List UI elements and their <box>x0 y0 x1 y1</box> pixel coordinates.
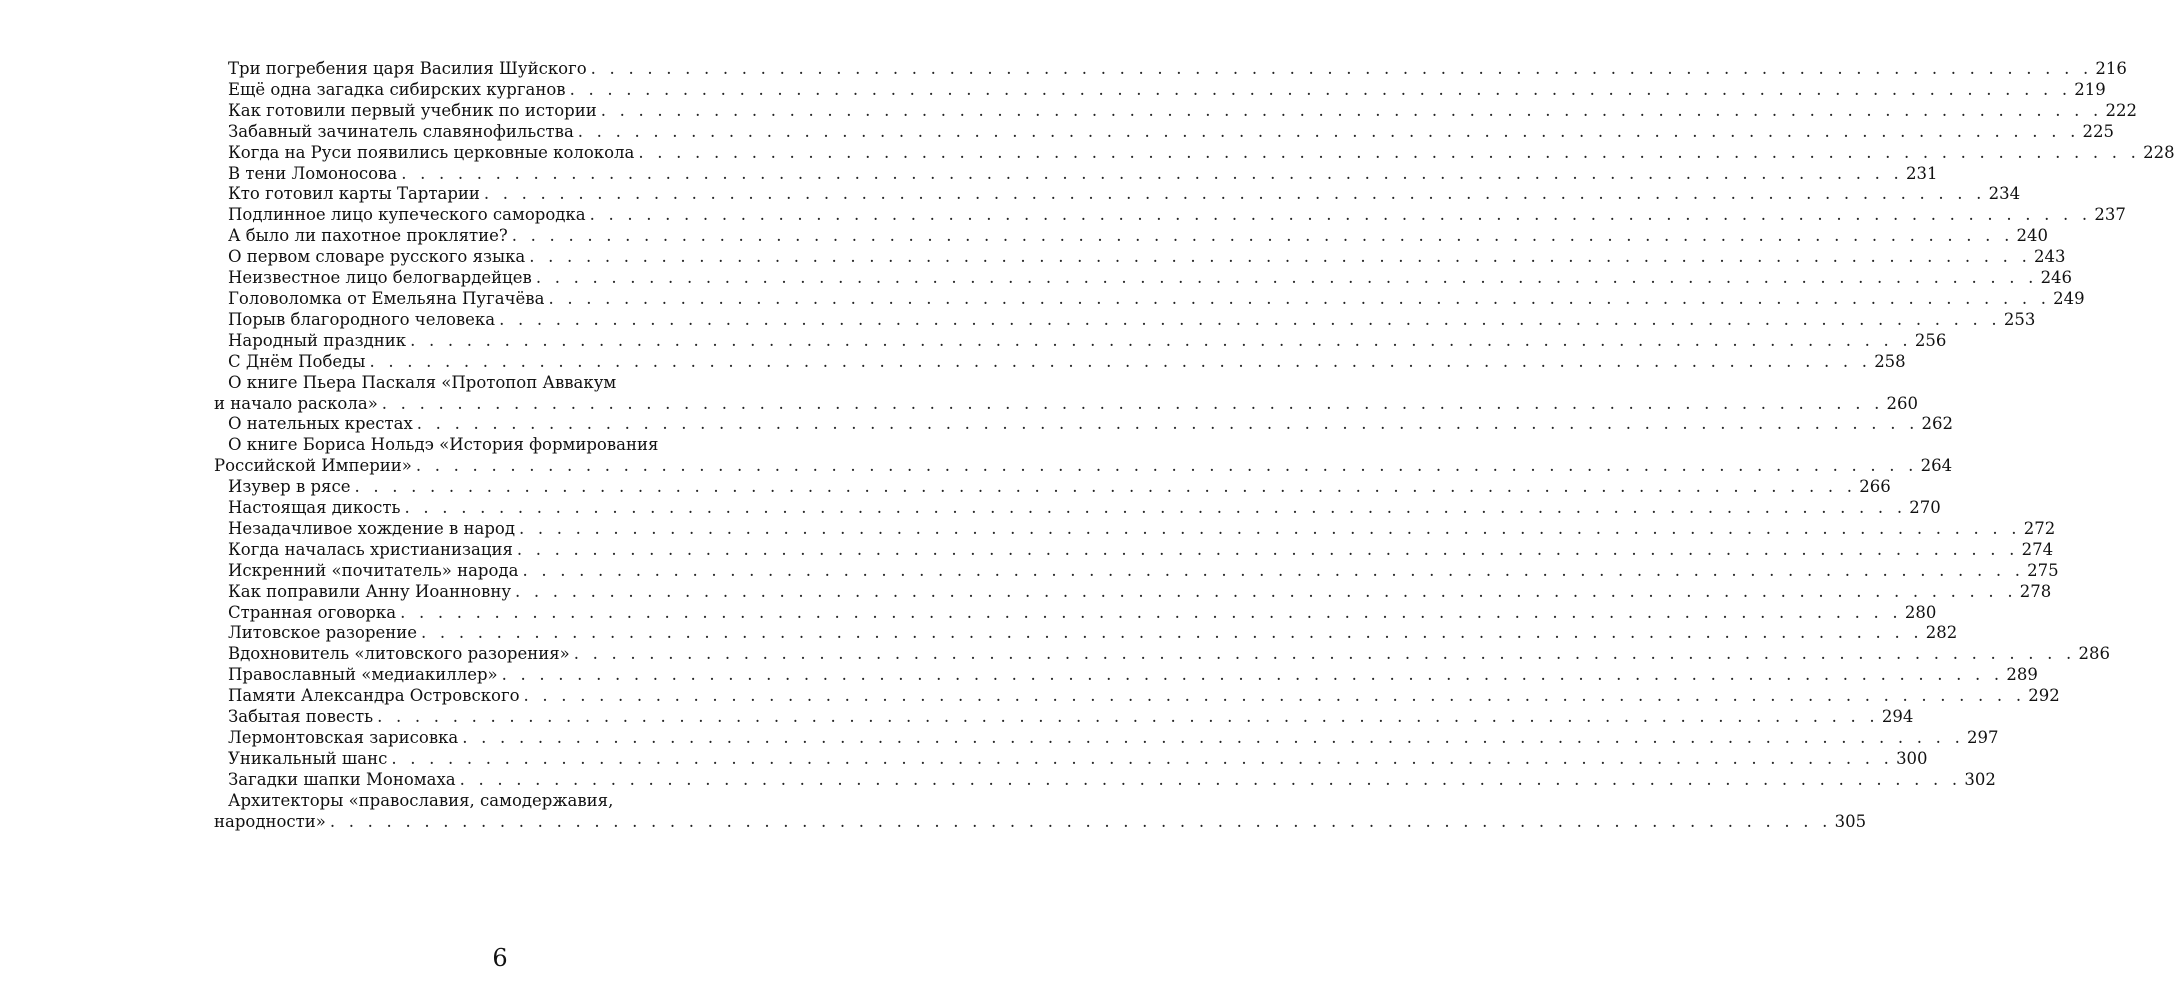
toc-entry <box>214 686 2060 707</box>
toc-entry-page: 297 <box>1967 728 1999 747</box>
dot-leader: . . . . . . . . . . . . . . . . . . . . . . . . . . . . . . . . . . . . . . . . . . . . . . . . . . . . . . . . . . . . . . . . . . . . . . . . . . . . . . . . <box>516 539 2019 559</box>
toc-entry-title: Как готовили первый учебник по истории <box>228 100 597 120</box>
toc-entry-title: Головоломка от Емельяна Пугачёва <box>228 288 545 308</box>
toc-entry-page: 240 <box>2016 226 2049 246</box>
toc-entry <box>214 79 2106 101</box>
toc-entry <box>214 790 1867 833</box>
toc-entry-title: Забавный зачинатель славянофильства <box>228 121 574 141</box>
toc-entry-page: 262 <box>1921 414 1954 434</box>
toc-entry-page: 278 <box>2019 581 2052 601</box>
toc-entry-line <box>214 309 2036 331</box>
dot-leader: . . . . . . . . . . . . . . . . . . . . . . . . . . . . . . . . . . . . . . . . . . . . . . . . . . . . . . . . . . . . . . . . . . . . . . . . . . . . . . . . <box>511 226 2014 246</box>
dot-leader: . . . . . . . . . . . . . . . . . . . . . . . . . . . . . . . . . . . . . . . . . . . . . . . . . . . . . . . . . . . . . . . . . . . . . . . . . . . . . . . . <box>410 330 1912 350</box>
toc-entry-title: Когда на Руси появились церковные колокола <box>228 142 635 162</box>
dot-leader: . . . . . . . . . . . . . . . . . . . . . . . . . . . . . . . . . . . . . . . . . . . . . . . . . . . . . . . . . . . . . . . . . . . . . . . . . . . . . . . . <box>529 247 2032 267</box>
toc-entry-continuation <box>214 811 1867 833</box>
toc-entry-page: 286 <box>2078 644 2110 664</box>
toc-entry-page: 260 <box>1886 393 1919 413</box>
toc-entry-title: и начало раскола» <box>214 393 378 413</box>
toc-entry-title: Загадки шапки Мономаха <box>228 769 456 789</box>
toc-entry <box>214 623 1958 644</box>
toc-entry-line <box>214 247 2066 268</box>
toc-entry-line <box>214 791 780 812</box>
toc-entry-title: народности» <box>214 811 326 831</box>
dot-leader: . . . . . . . . . . . . . . . . . . . . . . . . . . . . . . . . . . . . . . . . . . . . . . . . . . . . . . . . . . . . . . . . . . . . . . . . . . . . . . . . <box>421 623 1923 643</box>
toc-entry-page: 216 <box>2095 59 2127 78</box>
toc-entry-page: 300 <box>1896 748 1928 768</box>
toc-entry-line <box>214 665 2038 686</box>
toc-entry <box>214 560 2059 582</box>
toc-entry <box>214 100 2137 122</box>
dot-leader: . . . . . . . . . . . . . . . . . . . . . . . . . . . . . . . . . . . . . . . . . . . . . . . . . . . . . . . . . . . . . . . . . . . . . . . . . . . . . . . . <box>499 309 2001 329</box>
toc-entry <box>214 539 2054 561</box>
toc-entry-title: Российской Империи» <box>214 456 412 476</box>
dot-leader: . . . . . . . . . . . . . . . . . . . . . . . . . . . . . . . . . . . . . . . . . . . . . . . . . . . . . . . . . . . . . . . . . . . . . . . . . . . . . . . . <box>522 560 2025 580</box>
dot-leader: . . . . . . . . . . . . . . . . . . . . . . . . . . . . . . . . . . . . . . . . . . . . . . . . . . . . . . . . . . . . . . . . . . . . . . . . . . . . . . . . <box>573 644 2076 664</box>
toc-entry-title: О нательных крестах <box>228 414 413 434</box>
toc-entry-page: 266 <box>1859 477 1891 497</box>
toc-entry-title: Неизвестное лицо белогвардейцев <box>228 268 532 288</box>
toc-entry-page: 275 <box>2027 560 2059 580</box>
toc-entry-page: 237 <box>2094 205 2126 225</box>
dot-leader: . . . . . . . . . . . . . . . . . . . . . . . . . . . . . . . . . . . . . . . . . . . . . . . . . . . . . . . . . . . . . . . . . . . . . . . . . . . . . . . . <box>518 518 2021 538</box>
toc-entry-title: Настоящая дикость <box>228 498 401 518</box>
dot-leader: . . . . . . . . . . . . . . . . . . . . . . . . . . . . . . . . . . . . . . . . . . . . . . . . . . . . . . . . . . . . . . . . . . . . . . . . . . . . . . . . <box>638 142 2141 162</box>
toc-entry-page: 258 <box>1874 351 1906 371</box>
toc-entry-line <box>214 748 1928 770</box>
toc-entry <box>214 498 1941 519</box>
toc-entry <box>214 602 1937 624</box>
dot-leader: . . . . . . . . . . . . . . . . . . . . . . . . . . . . . . . . . . . . . . . . . . . . . . . . . . . . . . . . . . . . . . . . . . . . . . . . . . . . . . . . <box>369 351 1872 371</box>
toc-entry-line <box>214 414 1954 435</box>
toc-entry <box>214 268 2073 289</box>
dot-leader: . . . . . . . . . . . . . . . . . . . . . . . . . . . . . . . . . . . . . . . . . . . . . . . . . . . . . . . . . . . . . . . . . . . . . . . . . . . . . . . . <box>589 205 2092 225</box>
toc-entry-page: 272 <box>2023 518 2056 538</box>
toc-entry-line <box>214 351 1906 373</box>
toc-entry-title: Лермонтовская зарисовка <box>228 728 459 747</box>
dot-leader: . . . . . . . . . . . . . . . . . . . . . . . . . . . . . . . . . . . . . . . . . . . . . . . . . . . . . . . . . . . . . . . . . . . . . . . . . . . . . . . . <box>501 665 2004 685</box>
dot-leader: . . . . . . . . . . . . . . . . . . . . . . . . . . . . . . . . . . . . . . . . . . . . . . . . . . . . . . . . . . . . . . . . . . . . . . . . . . . . . . . . <box>415 456 1918 476</box>
toc-entry-title: О книге Пьера Паскаля «Протопоп Аввакум <box>228 372 617 392</box>
dot-leader: . . . . . . . . . . . . . . . . . . . . . . . . . . . . . . . . . . . . . . . . . . . . . . . . . . . . . . . . . . . . . . . . . . . . . . . . . . . . . . . . <box>381 393 1884 413</box>
toc-entry <box>214 309 2036 331</box>
toc-entry-page: 302 <box>1964 769 1996 789</box>
toc-entry-title: В тени Ломоносова <box>228 163 398 183</box>
toc-entry-line <box>214 205 2126 226</box>
toc-entry-line <box>214 435 780 456</box>
toc-entry-page: 231 <box>1905 163 1938 183</box>
toc-entry-line <box>214 59 2127 80</box>
toc-entry-title: Памяти Александра Островского <box>228 686 520 706</box>
toc-entry-page: 249 <box>2053 288 2085 308</box>
toc-entry-continuation <box>214 393 1919 415</box>
dot-leader: . . . . . . . . . . . . . . . . . . . . . . . . . . . . . . . . . . . . . . . . . . . . . . . . . . . . . . . . . . . . . . . . . . . . . . . . . . . . . . . . <box>523 686 2026 706</box>
toc-entry-title: О первом словаре русского языка <box>228 247 526 267</box>
toc-entry-page: 228 <box>2143 142 2175 162</box>
toc-entry-page: 282 <box>1925 623 1958 643</box>
toc-entry-page: 270 <box>1909 498 1941 518</box>
toc-entry <box>214 769 1996 791</box>
toc-entry-page: 225 <box>2082 121 2115 141</box>
toc-entry-title: Как поправили Анну Иоанновну <box>228 581 512 601</box>
toc-entry-line <box>214 686 2060 707</box>
toc-entry-line <box>214 498 1941 519</box>
toc-entry <box>214 226 2049 247</box>
toc-entry-line <box>214 100 2137 122</box>
toc-entry-line <box>214 79 2106 101</box>
toc-entry <box>214 644 2110 665</box>
toc-entry-title: С Днём Победы <box>228 351 366 371</box>
toc-entry-line <box>214 373 780 394</box>
toc-entry <box>214 581 2052 603</box>
toc-entry <box>214 372 1919 415</box>
toc-entry-page: 305 <box>1834 811 1867 831</box>
dot-leader: . . . . . . . . . . . . . . . . . . . . . . . . . . . . . . . . . . . . . . . . . . . . . . . . . . . . . . . . . . . . . . . . . . . . . . . . . . . . . . . . <box>548 288 2051 308</box>
toc-entry-page: 253 <box>2003 309 2036 329</box>
dot-leader: . . . . . . . . . . . . . . . . . . . . . . . . . . . . . . . . . . . . . . . . . . . . . . . . . . . . . . . . . . . . . . . . . . . . . . . . . . . . . . . . <box>600 100 2103 120</box>
dot-leader: . . . . . . . . . . . . . . . . . . . . . . . . . . . . . . . . . . . . . . . . . . . . . . . . . . . . . . . . . . . . . . . . . . . . . . . . . . . . . . . . <box>400 602 1902 622</box>
toc-entry-page: 222 <box>2105 100 2137 120</box>
toc-entry <box>214 142 2175 164</box>
toc-entry-line <box>214 623 1958 644</box>
toc-entry-page: 246 <box>2040 268 2073 288</box>
toc-entry <box>214 59 2127 80</box>
toc-entry-title: Народный праздник <box>228 330 407 350</box>
toc-entry-line <box>214 644 2110 665</box>
toc-entry <box>214 414 1954 435</box>
toc-entry-line <box>214 769 1996 791</box>
toc-entry <box>214 728 1999 749</box>
dot-leader: . . . . . . . . . . . . . . . . . . . . . . . . . . . . . . . . . . . . . . . . . . . . . . . . . . . . . . . . . . . . . . . . . . . . . . . . . . . . . . . . <box>404 498 1907 518</box>
toc-entry-title: Вдохновитель «литовского разорения» <box>228 644 570 664</box>
toc-entry <box>214 205 2126 226</box>
dot-leader: . . . . . . . . . . . . . . . . . . . . . . . . . . . . . . . . . . . . . . . . . . . . . . . . . . . . . . . . . . . . . . . . . . . . . . . . . . . . . . . . <box>483 184 1986 204</box>
toc-entry-title: Архитекторы «православия, самодержавия, <box>228 790 614 810</box>
dot-leader: . . . . . . . . . . . . . . . . . . . . . . . . . . . . . . . . . . . . . . . . . . . . . . . . . . . . . . . . . . . . . . . . . . . . . . . . . . . . . . . . <box>377 707 1879 727</box>
toc-entry <box>214 184 2021 205</box>
toc-entry-title: Забытая повесть <box>228 707 374 727</box>
table-of-contents <box>214 59 2175 833</box>
dot-leader: . . . . . . . . . . . . . . . . . . . . . . . . . . . . . . . . . . . . . . . . . . . . . . . . . . . . . . . . . . . . . . . . . . . . . . . . . . . . . . . . <box>354 477 1857 497</box>
toc-entry-title: А было ли пахотное проклятие? <box>228 226 508 246</box>
toc-entry-title: Уникальный шанс <box>228 748 388 768</box>
dot-leader: . . . . . . . . . . . . . . . . . . . . . . . . . . . . . . . . . . . . . . . . . . . . . . . . . . . . . . . . . . . . . . . . . . . . . . . . . . . . . . . . <box>577 121 2080 141</box>
toc-entry <box>214 247 2066 268</box>
toc-entry-title: Ещё одна загадка сибирских курганов <box>228 79 566 99</box>
toc-entry-title: Подлинное лицо купеческого самородка <box>228 205 586 225</box>
toc-entry-line <box>214 226 2049 247</box>
toc-entry-line <box>214 518 2056 540</box>
dot-leader: . . . . . . . . . . . . . . . . . . . . . . . . . . . . . . . . . . . . . . . . . . . . . . . . . . . . . . . . . . . . . . . . . . . . . . . . . . . . . . . . <box>459 769 1962 789</box>
toc-entry-title: Незадачливое хождение в народ <box>228 518 515 538</box>
toc-entry <box>214 748 1928 770</box>
toc-entry <box>214 121 2115 143</box>
toc-entry-line <box>214 477 1891 498</box>
toc-entry-line <box>214 560 2059 582</box>
toc-entry-title: Православный «медиакиллер» <box>228 665 498 685</box>
dot-leader: . . . . . . . . . . . . . . . . . . . . . . . . . . . . . . . . . . . . . . . . . . . . . . . . . . . . . . . . . . . . . . . . . . . . . . . . . . . . . . . . <box>462 728 1965 747</box>
dot-leader: . . . . . . . . . . . . . . . . . . . . . . . . . . . . . . . . . . . . . . . . . . . . . . . . . . . . . . . . . . . . . . . . . . . . . . . . . . . . . . . . <box>590 59 2093 78</box>
toc-entry-page: 219 <box>2074 79 2106 99</box>
dot-leader: . . . . . . . . . . . . . . . . . . . . . . . . . . . . . . . . . . . . . . . . . . . . . . . . . . . . . . . . . . . . . . . . . . . . . . . . . . . . . . . . <box>569 79 2072 99</box>
toc-entry-page: 280 <box>1904 602 1937 622</box>
toc-entry-title: О книге Бориса Нольдэ «История формирования <box>228 435 659 455</box>
toc-entry-title: Литовское разорение <box>228 623 418 643</box>
page-number: 6 <box>492 944 508 972</box>
toc-entry-title: Три погребения царя Василия Шуйского <box>228 59 587 78</box>
toc-entry-line <box>214 288 2085 310</box>
toc-entry-page: 234 <box>1988 184 2021 204</box>
toc-entry-line <box>214 163 1938 185</box>
toc-entry <box>214 435 1953 477</box>
dot-leader: . . . . . . . . . . . . . . . . . . . . . . . . . . . . . . . . . . . . . . . . . . . . . . . . . . . . . . . . . . . . . . . . . . . . . . . . . . . . . . . . <box>401 163 1903 183</box>
toc-entry <box>214 518 2056 540</box>
toc-entry-page: 256 <box>1914 330 1947 350</box>
toc-entry <box>214 351 1906 373</box>
toc-entry-line <box>214 581 2052 603</box>
dot-leader: . . . . . . . . . . . . . . . . . . . . . . . . . . . . . . . . . . . . . . . . . . . . . . . . . . . . . . . . . . . . . . . . . . . . . . . . . . . . . . . . <box>416 414 1919 434</box>
toc-entry-line <box>214 707 1914 728</box>
dot-leader: . . . . . . . . . . . . . . . . . . . . . . . . . . . . . . . . . . . . . . . . . . . . . . . . . . . . . . . . . . . . . . . . . . . . . . . . . . . . . . . . <box>535 268 2038 288</box>
toc-entry-title: Порыв благородного человека <box>228 309 496 329</box>
toc-entry-title: Когда началась христианизация <box>228 539 513 559</box>
toc-entry-line <box>214 602 1937 624</box>
toc-entry <box>214 665 2038 686</box>
toc-entry-page: 264 <box>1920 456 1953 476</box>
toc-entry-page: 243 <box>2034 247 2066 267</box>
toc-entry-page: 274 <box>2021 539 2054 559</box>
toc-entry-line <box>214 142 2175 164</box>
toc-entry-line <box>214 330 1947 352</box>
toc-entry-title: Кто готовил карты Тартарии <box>228 184 480 204</box>
toc-entry-continuation <box>214 456 1953 477</box>
toc-entry-line <box>214 728 1999 749</box>
toc-entry <box>214 477 1891 498</box>
toc-entry-line <box>214 539 2054 561</box>
toc-entry <box>214 707 1914 728</box>
dot-leader: . . . . . . . . . . . . . . . . . . . . . . . . . . . . . . . . . . . . . . . . . . . . . . . . . . . . . . . . . . . . . . . . . . . . . . . . . . . . . . . . <box>329 811 1832 831</box>
toc-entry-page: 294 <box>1881 707 1914 727</box>
toc-entry-title: Искренний «почитатель» народа <box>228 560 519 580</box>
toc-entry-title: Странная оговорка <box>228 602 397 622</box>
dot-leader: . . . . . . . . . . . . . . . . . . . . . . . . . . . . . . . . . . . . . . . . . . . . . . . . . . . . . . . . . . . . . . . . . . . . . . . . . . . . . . . . <box>391 748 1894 768</box>
toc-entry-page: 289 <box>2006 665 2038 685</box>
toc-entry <box>214 288 2085 310</box>
toc-entry-line <box>214 268 2073 289</box>
toc-entry-page: 292 <box>2028 686 2060 706</box>
toc-entry-line <box>214 184 2021 205</box>
toc-entry <box>214 330 1947 352</box>
dot-leader: . . . . . . . . . . . . . . . . . . . . . . . . . . . . . . . . . . . . . . . . . . . . . . . . . . . . . . . . . . . . . . . . . . . . . . . . . . . . . . . . <box>515 581 2017 601</box>
toc-entry-title: Изувер в рясе <box>228 477 351 497</box>
toc-entry-line <box>214 121 2115 143</box>
toc-entry <box>214 163 1938 185</box>
